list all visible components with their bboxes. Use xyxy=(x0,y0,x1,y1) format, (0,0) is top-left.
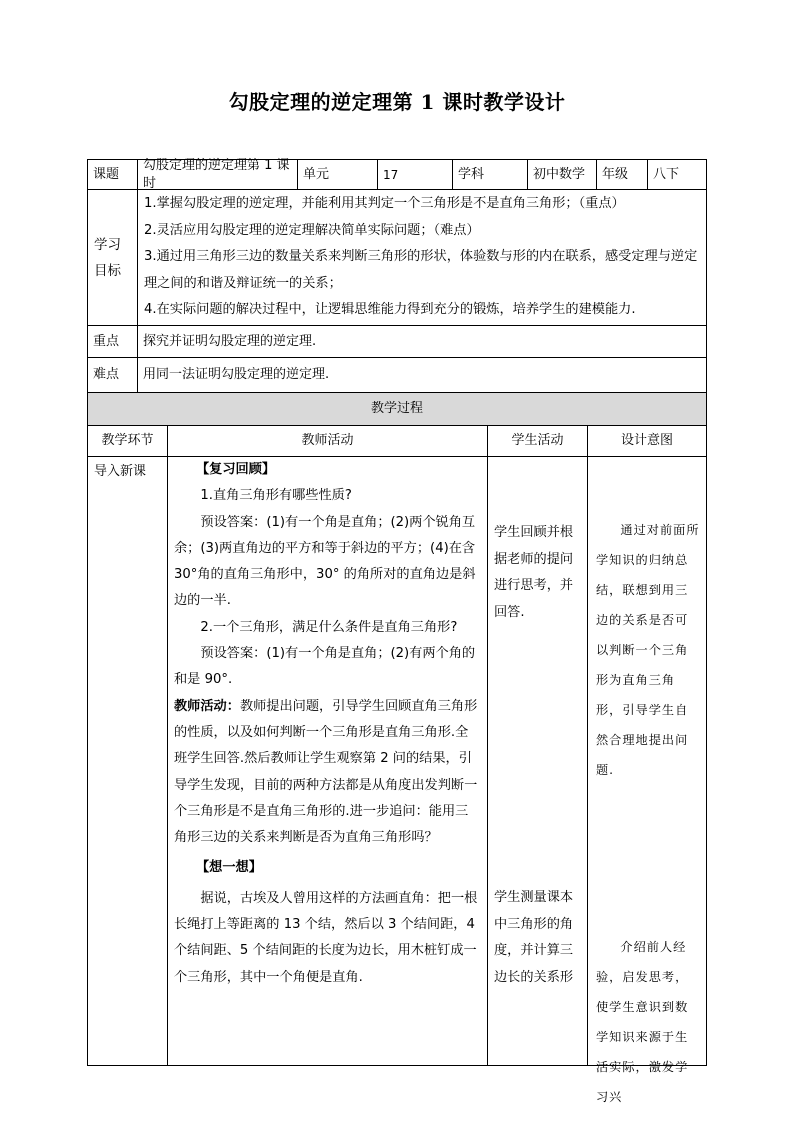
objective-item: 4.在实际问题的解决过程中，让逻辑思维能力得到充分的锻炼，培养学生的建模能力. xyxy=(144,302,636,317)
objectives-label-text: 学习目标 xyxy=(94,236,121,279)
answer-1: 预设答案：(1)有一个角是直角；(2)两个锐角互余；(3)两直角边的平方和等于斜边的平方；(4)在含30°角的直角三角形中，30° 的角所对的直角边是斜边的一半. xyxy=(174,514,476,609)
teacher-activity-label: 教师活动： xyxy=(174,698,240,714)
stage-cell xyxy=(87,456,168,1066)
teacher-activity-cell xyxy=(167,456,488,1066)
think-heading: 【想一想】 xyxy=(196,860,262,876)
unit-label: 单元 xyxy=(297,159,378,190)
column-header-teacher: 教师活动 xyxy=(167,425,488,457)
subject-label: 学科 xyxy=(452,159,528,190)
review-heading: 【复习回顾】 xyxy=(196,462,276,477)
key-point-label: 重点 xyxy=(87,325,138,358)
objective-item: 3.通过用三角形三边的数量关系来判断三角形的形状，体验数与形的内在联系，感受定理与逆定理之间的和谐及辩证统一的关系； xyxy=(144,249,698,291)
objectives-label xyxy=(87,189,138,326)
topic-value: 勾股定理的逆定理第 1 课时 xyxy=(137,159,298,190)
column-header-intent: 设计意图 xyxy=(587,425,707,457)
answer-2: 预设答案：(1)有一个角是直角；(2)有两个角的和是 90°. xyxy=(174,646,476,688)
question-1: 1.直角三角形有哪些性质? xyxy=(200,488,352,504)
grade-value: 八下 xyxy=(647,159,707,190)
objective-item: 2.灵活应用勾股定理的逆定理解决简单实际问题；（难点） xyxy=(144,222,480,238)
design-intent-1: 通过对前面所学知识的归纳总结，联想到用三边的关系是否可以判断一个三角形为直角三角形，引导学生自然合理地提出问题. xyxy=(596,523,700,777)
think-text: 据说，古埃及人曾用这样的方法画直角：把一根长绳打上等距离的 13 个结，然后以 3 个结间距，4 个结间距、5 个结间距的长度为边长，用木桩钉成一个三角形，其中一个角便是直角. xyxy=(174,890,478,985)
difficulty-value: 用同一法证明勾股定理的逆定理. xyxy=(137,357,707,393)
objectives-content xyxy=(137,189,707,326)
document-title: 勾股定理的逆定理第 1 课时教学设计 xyxy=(228,90,566,114)
difficulty-label: 难点 xyxy=(87,357,138,393)
process-header: 教学过程 xyxy=(87,392,707,426)
student-activity-2: 学生测量课本中三角形的角度，并计算三边长的关系形 xyxy=(494,890,574,985)
stage-label: 导入新课 xyxy=(94,464,147,479)
student-activity-cell xyxy=(487,456,588,1066)
teacher-activity-text: 教师提出问题，引导学生回顾直角三角形的性质，以及如何判断一个三角形是直角三角形.全班学生回答.然后教师让学生观察第 2 问的结果，引导学生发现，目前的两种方法都是从角度出发判断一个三角形是不是直角三角形的.进一步追问：能用三角形三边的关系来判断是否为直角三角形吗？ xyxy=(174,698,478,846)
design-intent-2: 介绍前人经验，启发思考，使学生意识到数学知识来源于生活实际，激发学习兴 xyxy=(596,940,689,1104)
column-header-stage: 教学环节 xyxy=(87,425,168,457)
subject-value: 初中数学 xyxy=(527,159,597,190)
student-activity-1: 学生回顾并根据老师的提问进行思考，并回答. xyxy=(494,525,574,620)
objective-item: 1.掌握勾股定理的逆定理，并能利用其判定一个三角形是不是直角三角形；（重点） xyxy=(144,196,625,211)
grade-label: 年级 xyxy=(596,159,648,190)
unit-value: 17 xyxy=(377,159,453,190)
question-2: 2.一个三角形，满足什么条件是直角三角形? xyxy=(200,619,458,635)
key-point-value: 探究并证明勾股定理的逆定理. xyxy=(137,325,707,358)
teacher-activity-paragraph xyxy=(174,694,481,852)
design-intent-cell xyxy=(587,456,707,1104)
topic-label: 课题 xyxy=(87,159,138,190)
column-header-student: 学生活动 xyxy=(487,425,588,457)
